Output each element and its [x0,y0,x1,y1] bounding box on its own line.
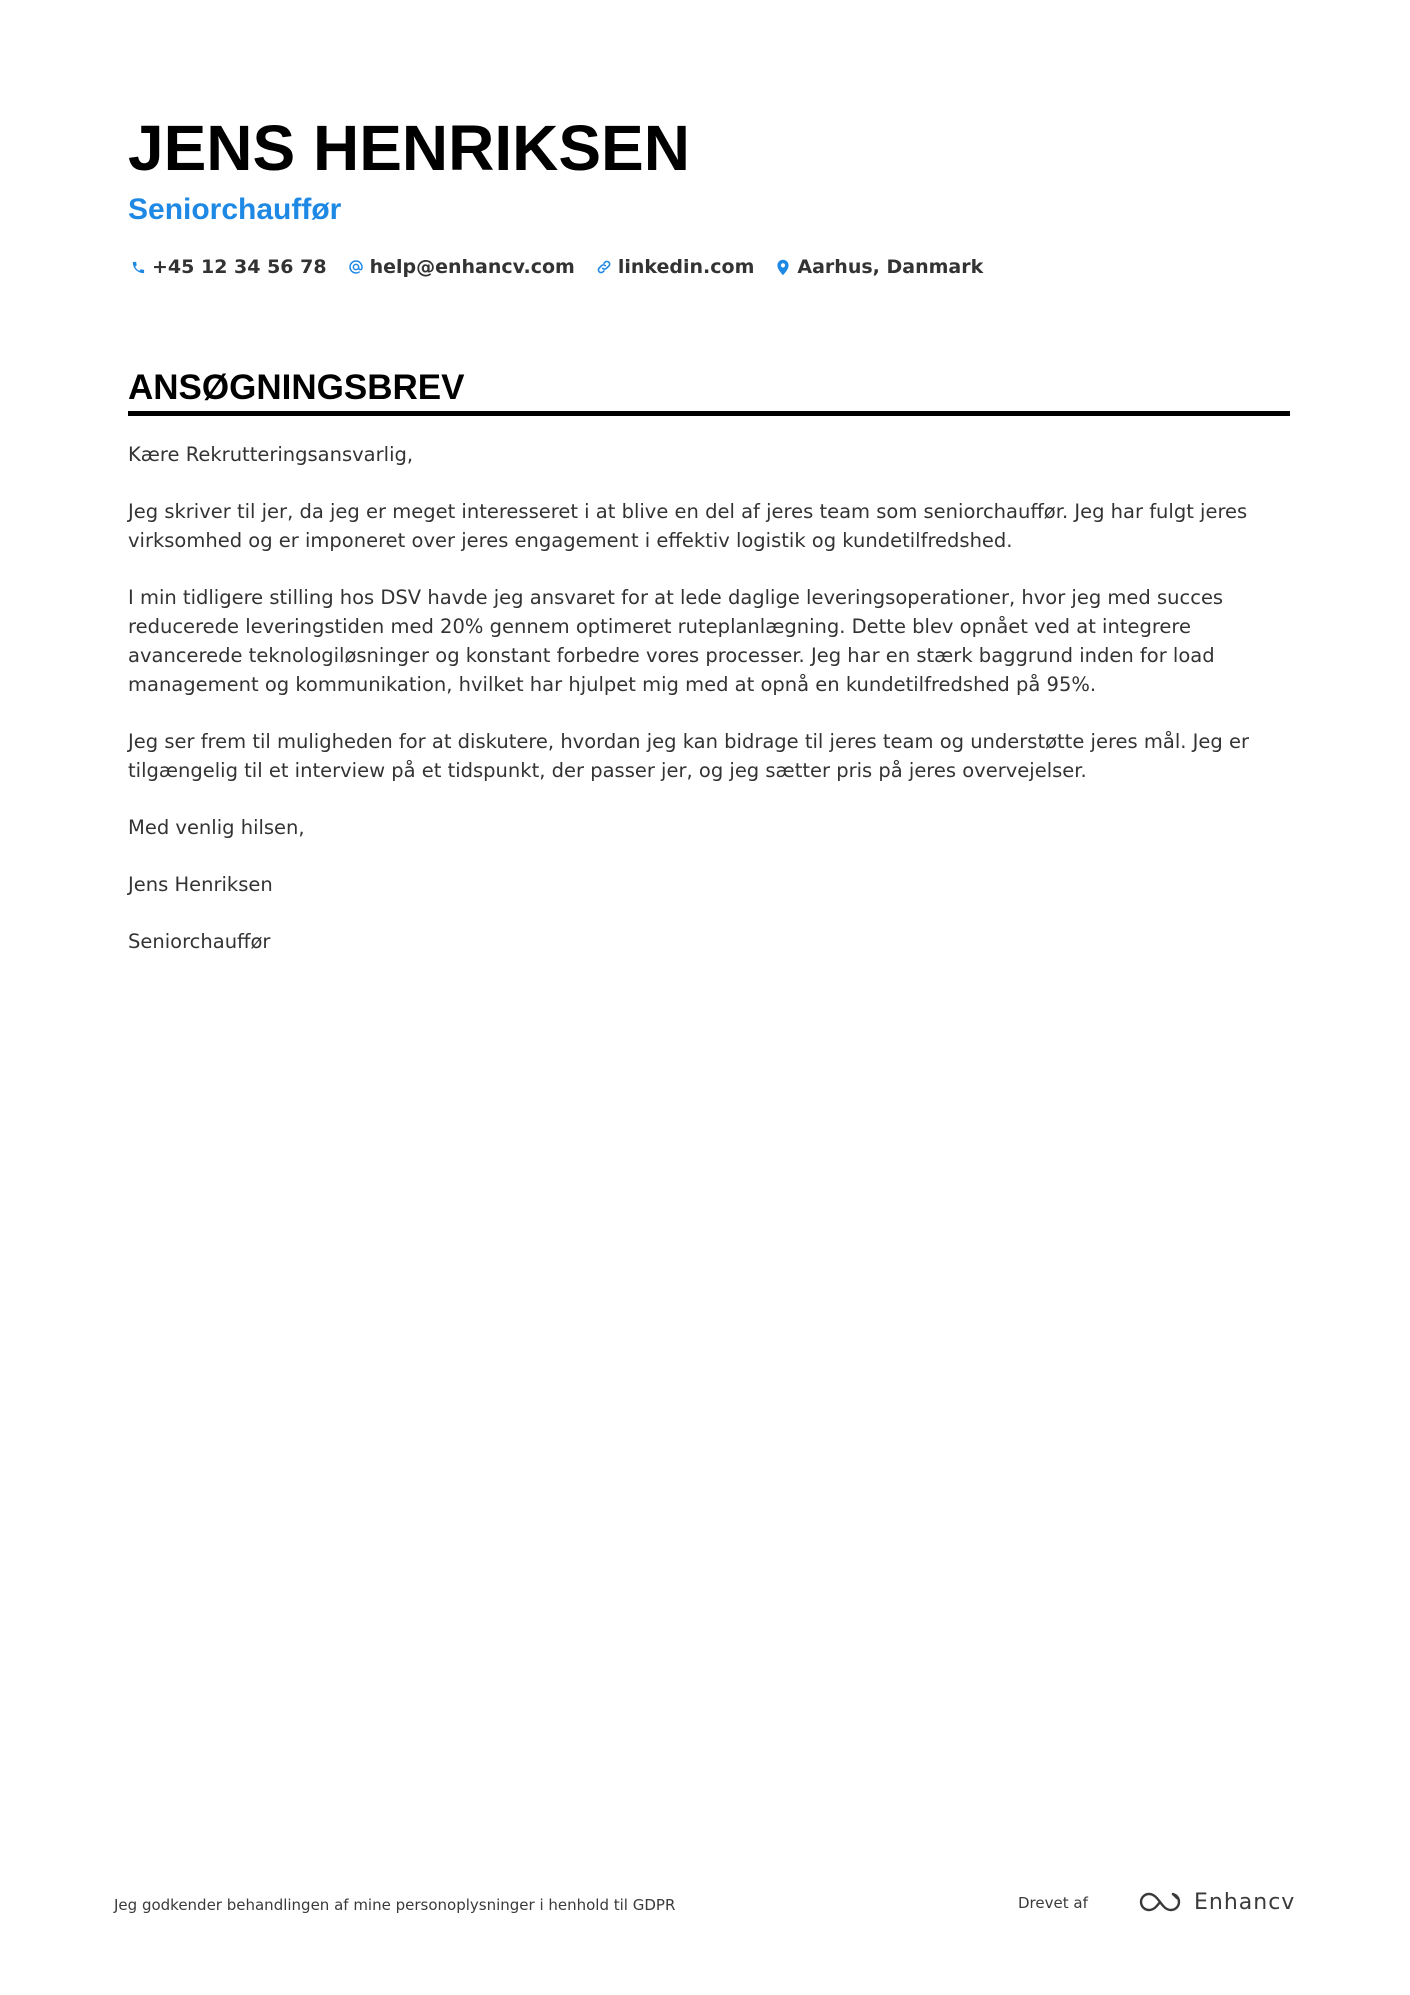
signature-name: Jens Henriksen [128,873,273,896]
letter-greeting: Kære Rekrutteringsansvarlig, [128,443,414,466]
enhancv-brand-name: Enhancv [1194,1889,1296,1915]
email-text: help@enhancv.com [369,256,575,278]
contact-info-bar [128,252,1002,282]
enhancv-logo-icon [1138,1890,1184,1914]
letter-paragraph-1: Jeg skriver til jer, da jeg er meget interesseret i at blive en del af jeres team som seniorchauffør. Jeg har fulgt jeres virksomhed og er imponeret over jeres engagement i effektiv logistik og kundetilfredshed. [128,500,1248,552]
location-pin-icon [773,257,793,277]
section-heading-text: ANSØGNINGSBREV [128,368,465,407]
letter-paragraph-2: I min tidligere stilling hos DSV havde jeg ansvaret for at lede daglige leveringsoperationer, hvor jeg med succes reducerede leveringstiden med 20% gennem optimeret ruteplanlægning. Dette blev opnået ved at integrere avancerede teknologiløsninger og konstant forbedre vores processer. Jeg har en stærk baggrund inden for load management og kommunikation, hvilket har hjulpet mig med at opnå en kundetilfredshed på 95%. [128,586,1224,696]
link-icon [594,257,614,277]
contact-email[interactable] [346,256,575,278]
gdpr-consent-text: Jeg godkender behandlingen af mine personoplysninger i henhold til GDPR [114,1896,676,1914]
letter-body [128,440,1290,984]
contact-linkedin[interactable] [594,256,755,278]
applicant-name: JENS HENRIKSEN [128,112,690,184]
contact-phone[interactable] [128,256,327,278]
contact-location [773,256,983,278]
letter-paragraph-3: Jeg ser frem til muligheden for at diskutere, hvordan jeg kan bidrage til jeres team og understøtte jeres mål. Jeg er tilgængelig til et interview på et tidspunkt, der passer jer, og jeg sætter pris på jeres overvejelser. [128,730,1249,782]
phone-text: +45 12 34 56 78 [152,256,327,278]
letter-closing: Med venlig hilsen, [128,816,305,839]
linkedin-text: linkedin.com [617,256,755,278]
phone-icon [128,257,148,277]
enhancv-brand[interactable] [1138,1886,1295,1918]
powered-by-label: Drevet af [1018,1894,1088,1912]
page-footer [114,1886,1296,1926]
at-icon [346,257,366,277]
location-text: Aarhus, Danmark [797,256,984,278]
cover-letter-page [128,0,1290,1995]
job-title: Seniorchauffør [128,193,342,226]
section-heading-cover-letter [128,364,1290,416]
signature-title: Seniorchauffør [128,930,271,953]
